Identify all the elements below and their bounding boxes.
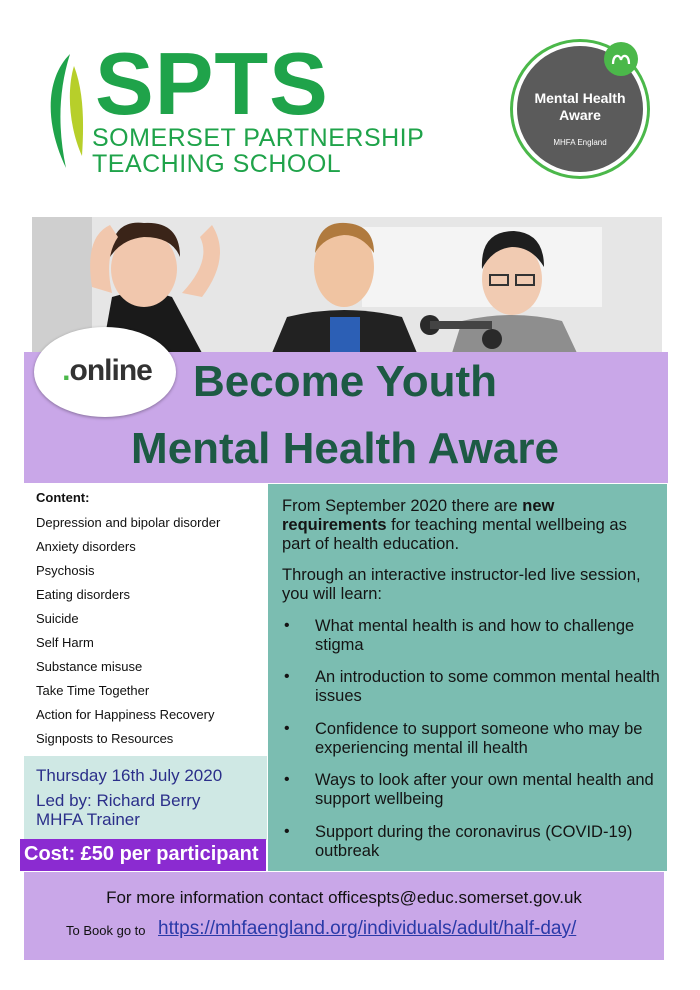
list-item: Signposts to Resources (36, 731, 174, 746)
event-trainer-role: MHFA Trainer (36, 810, 140, 829)
bullet-item: Support during the coronavirus (COVID-19) outbreak (315, 823, 633, 860)
booking-label: To Book go to (66, 923, 146, 938)
list-item: Anxiety disorders (36, 539, 136, 554)
intro-paragraph (282, 497, 657, 554)
list-item: Self Harm (36, 635, 94, 650)
bullet-item: Confidence to support someone who may be experiencing mental ill health (315, 720, 643, 757)
intro-text-part1: From September 2020 there are (282, 497, 523, 515)
bullet-item: Ways to look after your own mental health and support wellbeing (315, 771, 654, 808)
list-item: Psychosis (36, 563, 95, 578)
list-item: Eating disorders (36, 587, 130, 602)
event-date: Thursday 16th July 2020 (36, 766, 223, 785)
list-item: Action for Happiness Recovery (36, 707, 215, 722)
intro-emphasis: new requirements (282, 497, 555, 534)
spts-leaf-logo-icon (40, 52, 86, 170)
page-title-line1: Become Youth (193, 357, 497, 406)
bullet-item: An introduction to some common mental health issues (315, 668, 660, 705)
online-label: .online (62, 354, 152, 387)
badge-title-line2: Aware (559, 107, 601, 123)
bullet-item: What mental health is and how to challenge stigma (315, 617, 635, 654)
list-item: Take Time Together (36, 683, 150, 698)
badge-title-line1: Mental Health (534, 90, 626, 106)
list-item: Substance misuse (36, 659, 143, 674)
bullet-icon: • (284, 668, 290, 685)
bullet-icon: • (284, 617, 290, 634)
content-heading: Content: (36, 490, 90, 505)
cost-label: Cost: £50 per participant (24, 843, 259, 865)
list-item: Suicide (36, 611, 79, 626)
intro-lead: Through an interactive instructor-led live session, you will learn: (282, 566, 641, 603)
logo-subtitle-line2: TEACHING SCHOOL (92, 150, 342, 178)
online-dot: . (62, 354, 70, 387)
footer-band (24, 872, 664, 960)
booking-link[interactable]: https://mhfaengland.org/individuals/adult/half-day/ (158, 918, 577, 939)
event-trainer: Led by: Richard Berry (36, 791, 201, 810)
page-title-line2: Mental Health Aware (131, 424, 559, 473)
logo-wordmark: SPTS (95, 34, 329, 133)
bullet-icon: • (284, 823, 290, 840)
bullet-icon: • (284, 771, 290, 788)
content-list (36, 515, 220, 755)
intro-text-part2: for teaching mental wellbeing as part of health education. (282, 516, 627, 553)
bullet-icon: • (284, 720, 290, 737)
contact-info: For more information contact officespts@educ.somerset.gov.uk (106, 888, 582, 907)
list-item: Depression and bipolar disorder (36, 515, 221, 530)
leaf-m-icon (604, 42, 638, 76)
badge-subtitle: MHFA England (553, 138, 607, 147)
logo-subtitle-line1: SOMERSET PARTNERSHIP (92, 124, 425, 152)
